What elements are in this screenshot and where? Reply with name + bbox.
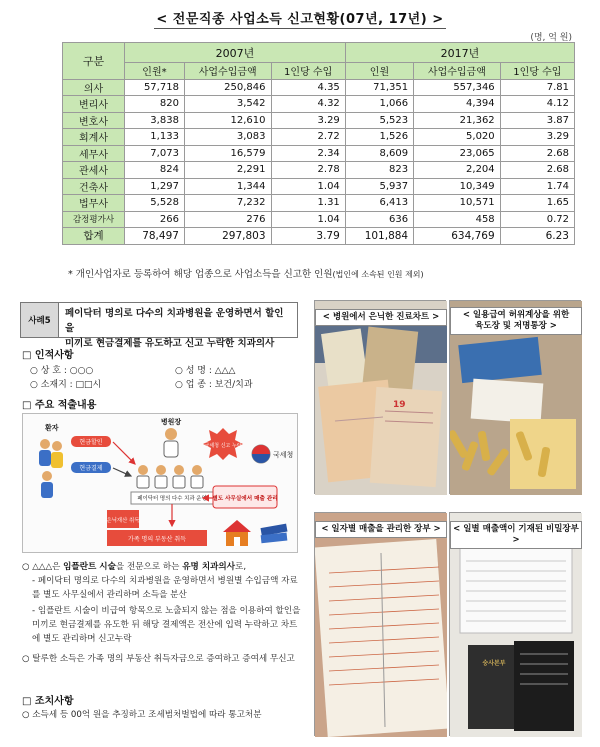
para-gift-tax: ○ 탈루한 소득은 가족 명의 부동산 취득자금으로 증여하고 증여세 무신고 bbox=[22, 654, 295, 664]
pay-doctor-label: 페이닥터 명의 다수 치과 운영 bbox=[137, 496, 207, 502]
case-header bbox=[20, 302, 298, 349]
house-icon bbox=[223, 520, 251, 546]
cell: 5,937 bbox=[345, 178, 413, 195]
ledger-photo-svg bbox=[315, 513, 447, 737]
cell: 3,083 bbox=[184, 129, 271, 146]
cell: 557,346 bbox=[414, 79, 501, 96]
cell: 2.72 bbox=[271, 129, 345, 146]
ledger-book-icon bbox=[468, 645, 520, 729]
separate-office-label: 별도 사무실에서 매출 관리 bbox=[212, 496, 278, 502]
info-business: ○ 업 종 : 보건/치과 bbox=[175, 380, 253, 390]
table-row bbox=[63, 112, 575, 129]
table-row bbox=[63, 178, 575, 195]
cell: 3.79 bbox=[271, 228, 345, 245]
cell: 4.12 bbox=[500, 96, 574, 113]
cell: 3.87 bbox=[500, 112, 574, 129]
info-name: ○ 상 호 : ○○○ bbox=[30, 366, 94, 376]
col-header: 1인당 수입 bbox=[271, 63, 345, 80]
row-label: 변호사 bbox=[63, 112, 125, 129]
cell: 10,349 bbox=[414, 178, 501, 195]
table-row bbox=[63, 145, 575, 162]
cell: 101,884 bbox=[345, 228, 413, 245]
income-table bbox=[62, 42, 575, 245]
cell: 8,609 bbox=[345, 145, 413, 162]
cell: 1,133 bbox=[125, 129, 185, 146]
money-icon bbox=[260, 524, 287, 544]
cell: 7,073 bbox=[125, 145, 185, 162]
row-label: 건축사 bbox=[63, 178, 125, 195]
row-label: 의사 bbox=[63, 79, 125, 96]
section-measures: □ 조치사항 bbox=[22, 696, 74, 707]
year-2017-header: 2017년 bbox=[345, 43, 574, 63]
cell: 4.32 bbox=[271, 96, 345, 113]
cell: 5,528 bbox=[125, 195, 185, 212]
cell: 1,344 bbox=[184, 178, 271, 195]
para-income-split: - 페이닥터 명의로 다수의 치과병원을 운영하면서 병원별 수입금액 자료를 별도 사무실에서 관리하며 소득을 분산 bbox=[32, 576, 298, 600]
cell: 2.68 bbox=[500, 162, 574, 179]
corner-header: 구분 bbox=[63, 43, 125, 80]
table-row bbox=[63, 195, 575, 212]
photo-daily-ledger bbox=[314, 512, 446, 736]
case-label: 사례5 bbox=[21, 303, 59, 337]
cell: 1.74 bbox=[500, 178, 574, 195]
info-person: ○ 성 명 : △△△ bbox=[175, 366, 236, 376]
cell: 823 bbox=[345, 162, 413, 179]
cell: 1.04 bbox=[271, 211, 345, 228]
section-violations: □ 주요 적출내용 bbox=[22, 400, 97, 411]
case-title: 페이닥터 명의로 다수의 치과병원을 운영하면서 할인을 미끼로 현금결제를 유도하고 신고 누락한 치과의사 bbox=[65, 308, 284, 349]
cash-discount-label: 현금할인 bbox=[79, 439, 103, 446]
total-row bbox=[63, 228, 575, 245]
col-header: 사업수입금액 bbox=[414, 63, 501, 80]
patient-label: 환자 bbox=[45, 424, 59, 432]
cell: 4.35 bbox=[271, 79, 345, 96]
table-row bbox=[63, 79, 575, 96]
cell: 21,362 bbox=[414, 112, 501, 129]
patient-icon bbox=[39, 439, 63, 498]
para-intro: ○ △△△은 임플란트 시술을 전문으로 하는 유명 치과의사로, bbox=[22, 562, 247, 572]
cell: 636 bbox=[345, 211, 413, 228]
cell: 4,394 bbox=[414, 96, 501, 113]
cell: 6.23 bbox=[500, 228, 574, 245]
cell: 5,523 bbox=[345, 112, 413, 129]
cell: 2.34 bbox=[271, 145, 345, 162]
photo-seals-bankbooks bbox=[449, 300, 581, 494]
row-label: 회계사 bbox=[63, 129, 125, 146]
footnote: * 개인사업자로 등록하여 해당 업종으로 사업소득을 신고한 인원(법인에 소속된 인원 제외) bbox=[68, 269, 424, 280]
cell: 1.31 bbox=[271, 195, 345, 212]
cell: 3,838 bbox=[125, 112, 185, 129]
family-property-label: 가족 명의 부동산 취득 bbox=[128, 536, 186, 543]
cell: 10,571 bbox=[414, 195, 501, 212]
para-measures: ○ 소득세 등 00억 원을 추징하고 조세범처벌법에 따라 통고처분 bbox=[22, 710, 262, 720]
scheme-diagram bbox=[22, 413, 298, 553]
page-title: < 전문직종 사업소득 신고현황(07년, 17년) > bbox=[156, 12, 444, 27]
year-2007-header: 2007년 bbox=[125, 43, 346, 63]
col-header: 사업수입금액 bbox=[184, 63, 271, 80]
cell: 1,297 bbox=[125, 178, 185, 195]
row-label: 감정평가사 bbox=[63, 211, 125, 228]
cell: 16,579 bbox=[184, 145, 271, 162]
col-header: 1인당 수입 bbox=[500, 63, 574, 80]
photo-secret-ledger bbox=[449, 512, 581, 736]
para-cash-omission: - 임플란트 시술이 비급여 항목으로 노출되지 않는 점을 이용하여 할인을 미끼로 현금결제를 유도한 뒤 해당 결제액은 전산에 입력 누락하고 차트에 별도 관리하며 신고누락 bbox=[32, 606, 301, 644]
cell: 0.72 bbox=[500, 211, 574, 228]
cell: 7.81 bbox=[500, 79, 574, 96]
book-title: 숭사본부 bbox=[482, 660, 506, 667]
cell: 634,769 bbox=[414, 228, 501, 245]
pay-doctors-icon bbox=[137, 465, 203, 488]
row-label: 합계 bbox=[63, 228, 125, 245]
cell: 297,803 bbox=[184, 228, 271, 245]
owner-label: 병원장 bbox=[160, 418, 182, 426]
col-header: 인원* bbox=[125, 63, 185, 80]
section-personal: □ 인적사항 bbox=[22, 350, 74, 361]
table-row bbox=[63, 211, 575, 228]
cell: 6,413 bbox=[345, 195, 413, 212]
cell: 1,526 bbox=[345, 129, 413, 146]
nts-label: 국세청 bbox=[273, 451, 294, 459]
cell: 458 bbox=[414, 211, 501, 228]
charts-photo-svg bbox=[315, 301, 447, 495]
col-header: 인원 bbox=[345, 63, 413, 80]
cell: 5,020 bbox=[414, 129, 501, 146]
cell: 266 bbox=[125, 211, 185, 228]
row-label: 변리사 bbox=[63, 96, 125, 113]
cell: 12,610 bbox=[184, 112, 271, 129]
row-label: 법무사 bbox=[63, 195, 125, 212]
cash-payment-label: 현금결제 bbox=[79, 465, 103, 472]
cell: 2.68 bbox=[500, 145, 574, 162]
cell: 78,497 bbox=[125, 228, 185, 245]
caption-daily-ledger: < 일자별 매출을 관리한 장부 > bbox=[315, 521, 447, 538]
cell: 276 bbox=[184, 211, 271, 228]
cell: 57,718 bbox=[125, 79, 185, 96]
cell: 3.29 bbox=[500, 129, 574, 146]
cell: 2,291 bbox=[184, 162, 271, 179]
cell: 1.65 bbox=[500, 195, 574, 212]
info-location: ○ 소재지 : □□시 bbox=[30, 380, 102, 390]
cell: 250,846 bbox=[184, 79, 271, 96]
cell: 820 bbox=[125, 96, 185, 113]
cell: 2,204 bbox=[414, 162, 501, 179]
cell: 23,065 bbox=[414, 145, 501, 162]
cell: 3.29 bbox=[271, 112, 345, 129]
unit-label: (명, 억 원) bbox=[530, 33, 572, 43]
doctor-icon bbox=[164, 428, 178, 457]
table-row bbox=[63, 96, 575, 113]
table-row bbox=[63, 162, 575, 179]
cell: 3,542 bbox=[184, 96, 271, 113]
cell: 7,232 bbox=[184, 195, 271, 212]
hidden-asset-label: 은닉재산 취득 bbox=[106, 518, 140, 524]
cell: 1.04 bbox=[271, 178, 345, 195]
warning-label: 국세청 신고 누락 bbox=[204, 443, 242, 449]
photo-hidden-charts bbox=[314, 300, 446, 494]
scheme-diagram-svg bbox=[23, 414, 299, 554]
caption-seals: < 일용급여 허위계상을 위한 육도장 및 저명통장 > bbox=[450, 307, 582, 335]
table-row bbox=[63, 129, 575, 146]
row-label: 세무사 bbox=[63, 145, 125, 162]
cell: 1,066 bbox=[345, 96, 413, 113]
cell: 824 bbox=[125, 162, 185, 179]
caption-secret-ledger: < 일별 매출액이 기재된 비밀장부 > bbox=[450, 521, 582, 549]
svg-text:19: 19 bbox=[393, 400, 406, 410]
caption-charts: < 병원에서 은닉한 진료차트 > bbox=[315, 309, 447, 326]
row-label: 관세사 bbox=[63, 162, 125, 179]
cell: 2.78 bbox=[271, 162, 345, 179]
cell: 71,351 bbox=[345, 79, 413, 96]
